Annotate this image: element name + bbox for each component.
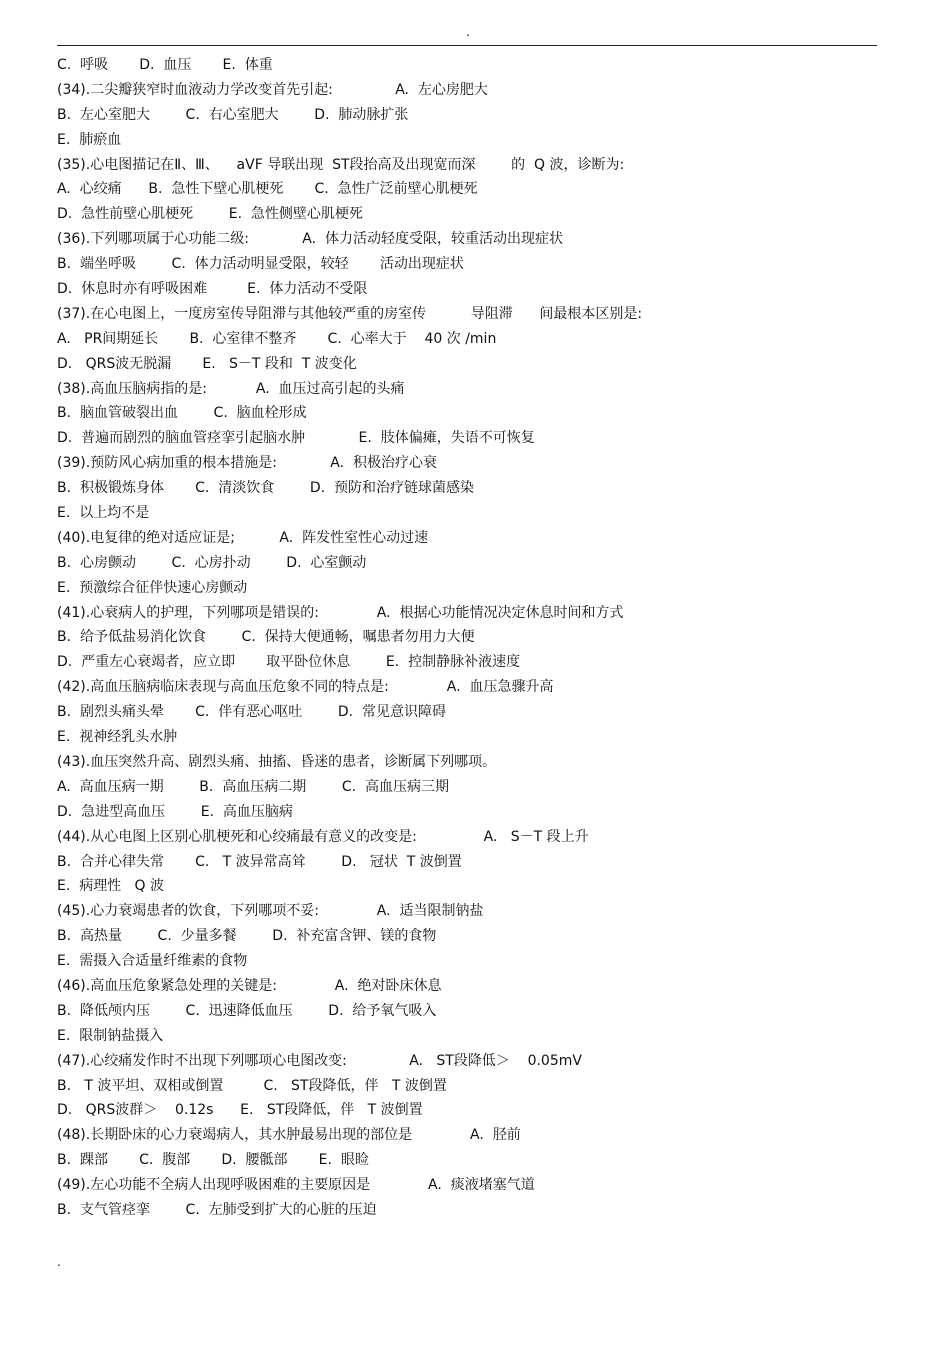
text-line: E. 以上均不是 bbox=[57, 505, 150, 522]
text-line: B. T 波平坦、双相或倒置 C. ST段降低，伴 T 波倒置 bbox=[57, 1077, 447, 1094]
question-41: (41).心衰病人的护理，下列哪项是错误的: A. 根据心功能情况决定休息时间和方式 bbox=[57, 604, 624, 621]
text-line: B. 高热量 C. 少量多餐 D. 补充富含钾、镁的食物 bbox=[57, 928, 437, 945]
question-48: (48).长期卧床的心力衰竭病人，其水肿最易出现的部位是 A. 胫前 bbox=[57, 1127, 521, 1144]
text-line: E. 肺瘀血 bbox=[57, 131, 122, 148]
text-line: C. 呼吸 D. 血压 E. 体重 bbox=[57, 57, 273, 73]
text-line: A. 心绞痛 B. 急性下壁心肌梗死 C. 急性广泛前壁心肌梗死 bbox=[57, 181, 478, 198]
text-line: B. 踝部 C. 腹部 D. 腰骶部 E. 眼睑 bbox=[57, 1152, 369, 1169]
question-39: (39).预防风心病加重的根本措施是: A. 积极治疗心衰 bbox=[57, 455, 437, 472]
text-line: D. QRS波群＞ 0.12s E. ST段降低，伴 T 波倒置 bbox=[57, 1102, 423, 1119]
text-line: E. 需摄入合适量纤维素的食物 bbox=[57, 953, 248, 970]
text-line: B. 积极锻炼身体 C. 清淡饮食 D. 预防和治疗链球菌感染 bbox=[57, 480, 474, 497]
text-line: D. 急性前壁心肌梗死 E. 急性侧壁心肌梗死 bbox=[57, 206, 363, 223]
text-line: E. 限制钠盐摄入 bbox=[57, 1027, 164, 1044]
text-line: D. 普遍而剧烈的脑血管痉挛引起脑水肿 E. 肢体偏瘫，失语不可恢复 bbox=[57, 430, 535, 447]
text-line: B. 左心室肥大 C. 右心室肥大 D. 肺动脉扩张 bbox=[57, 106, 409, 123]
question-38: (38).高血压脑病指的是: A. 血压过高引起的头痛 bbox=[57, 380, 405, 397]
text-line: B. 降低颅内压 C. 迅速降低血压 D. 给予氧气吸入 bbox=[57, 1002, 437, 1019]
question-46: (46).高血压危象紧急处理的关键是: A. 绝对卧床休息 bbox=[57, 977, 442, 994]
text-line: B. 剧烈头痛头晕 C. 伴有恶心呕吐 D. 常见意识障碍 bbox=[57, 704, 446, 721]
text-line: A. 高血压病一期 B. 高血压病二期 C. 高血压病三期 bbox=[57, 778, 449, 795]
text-line: B. 给予低盐易消化饮食 C. 保持大便通畅，嘱患者勿用力大便 bbox=[57, 629, 475, 646]
question-35: (35).心电图描记在Ⅱ、Ⅲ、 aVF 导联出现 ST段抬高及出现宽而深 的 Q 波，诊断为: bbox=[57, 156, 625, 173]
text-line: D. 休息时亦有呼吸困难 E. 体力活动不受限 bbox=[57, 281, 368, 298]
text-line: D. QRS波无脱漏 E. S－T 段和 T 波变化 bbox=[57, 355, 357, 372]
text-line: B. 脑血管破裂出血 C. 脑血栓形成 bbox=[57, 405, 307, 422]
footer-mark: . bbox=[57, 1255, 61, 1269]
text-line: B. 合并心律失常 C. T 波异常高耸 D. 冠状 T 波倒置 bbox=[57, 853, 462, 870]
question-37: (37).在心电图上，一度房室传导阻滞与其他较严重的房室传 导阻滞 间最根本区别是: bbox=[57, 305, 643, 322]
question-44: (44).从心电图上区别心肌梗死和心绞痛最有意义的改变是: A. S－T 段上升 bbox=[57, 828, 589, 845]
question-47: (47).心绞痛发作时不出现下列哪项心电图改变: A. ST段降低＞ 0.05mV bbox=[57, 1052, 582, 1069]
text-line: E. 预激综合征伴快速心房颤动 bbox=[57, 579, 248, 596]
text-line: B. 心房颤动 C. 心房扑动 D. 心室颤动 bbox=[57, 554, 367, 571]
question-42: (42).高血压脑病临床表现与高血压危象不同的特点是: A. 血压急骤升高 bbox=[57, 679, 554, 696]
text-line: A. PR间期延长 B. 心室律不整齐 C. 心率大于 40 次 /min bbox=[57, 330, 497, 347]
question-34: (34).二尖瓣狭窄时血液动力学改变首先引起: A. 左心房肥大 bbox=[57, 81, 488, 98]
text-line: B. 端坐呼吸 C. 体力活动明显受限，较轻 活动出现症状 bbox=[57, 256, 464, 273]
text-line: D. 严重左心衰竭者，应立即 取平卧位休息 E. 控制静脉补液速度 bbox=[57, 654, 521, 671]
question-49: (49).左心功能不全病人出现呼吸困难的主要原因是 A. 痰液堵塞气道 bbox=[57, 1177, 535, 1194]
text-line: E. 视神经乳头水肿 bbox=[57, 729, 178, 746]
question-36: (36).下列哪项属于心功能二级: A. 体力活动轻度受限，较重活动出现症状 bbox=[57, 231, 563, 248]
text-line: D. 急进型高血压 E. 高血压脑病 bbox=[57, 803, 293, 820]
header-rule bbox=[57, 45, 877, 46]
question-list bbox=[57, 53, 877, 1223]
question-43: (43).血压突然升高、剧烈头痛、抽搐、昏迷的患者，诊断属下列哪项。 bbox=[57, 753, 497, 770]
question-45: (45).心力衰竭患者的饮食，下列哪项不妥: A. 适当限制钠盐 bbox=[57, 903, 484, 920]
text-line: E. 病理性 Q 波 bbox=[57, 878, 165, 895]
header-mark: . bbox=[466, 25, 470, 39]
text-line: B. 支气管痉挛 C. 左肺受到扩大的心脏的压迫 bbox=[57, 1201, 377, 1218]
question-40: (40).电复律的绝对适应证是; A. 阵发性室性心动过速 bbox=[57, 529, 429, 546]
